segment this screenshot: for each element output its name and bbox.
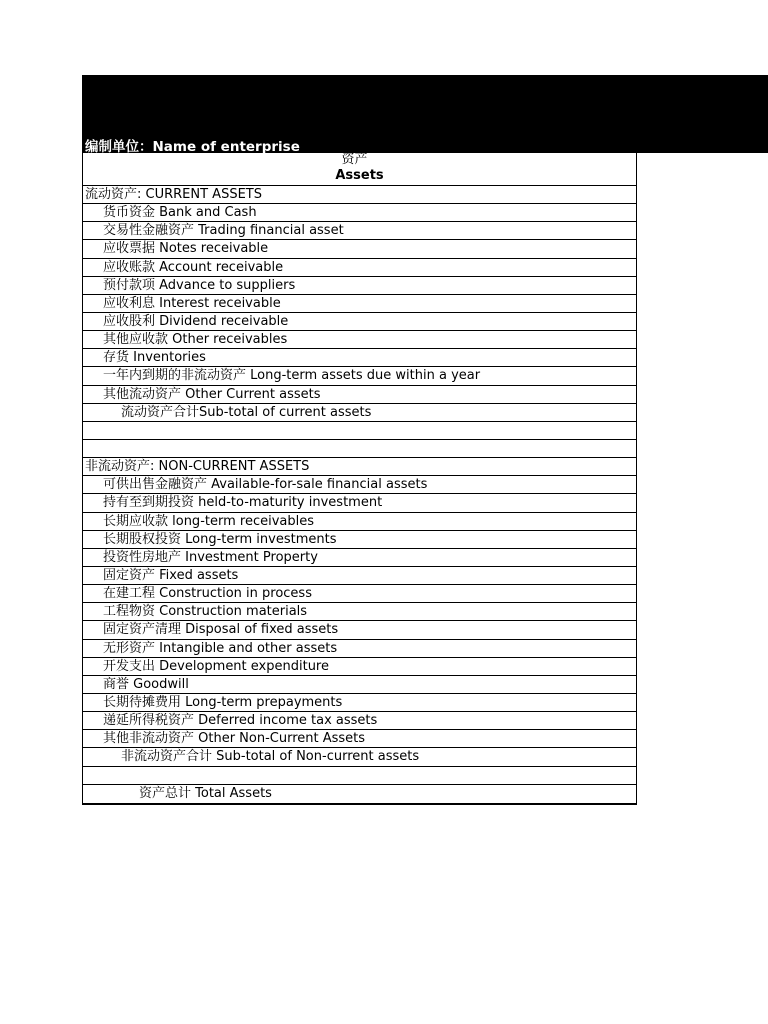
table-row: 应收股利 Dividend receivable	[83, 313, 636, 331]
subtotal-current-assets-row: 流动资产合计Sub-total of current assets	[83, 404, 636, 422]
table-row: 可供出售金融资产 Available-for-sale financial assets	[83, 476, 636, 494]
table-row: 货币资金 Bank and Cash	[83, 204, 636, 222]
table-row: 长期股权投资 Long-term investments	[83, 531, 636, 549]
table-row: 固定资产 Fixed assets	[83, 567, 636, 585]
table-title-cell	[83, 152, 636, 186]
table-row: 开发支出 Development expenditure	[83, 658, 636, 676]
table-row: 在建工程 Construction in process	[83, 585, 636, 603]
table-row: 投资性房地产 Investment Property	[83, 549, 636, 567]
table-row: 长期待摊费用 Long-term prepayments	[83, 694, 636, 712]
table-row: 其他应收款 Other receivables	[83, 331, 636, 349]
table-row: 预付款项 Advance to suppliers	[83, 277, 636, 295]
table-row: 应收账款 Account receivable	[83, 259, 636, 277]
table-row: 其他流动资产 Other Current assets	[83, 386, 636, 404]
table-title-en: Assets	[335, 168, 384, 183]
table-row: 固定资产清理 Disposal of fixed assets	[83, 621, 636, 639]
table-row: 递延所得税资产 Deferred income tax assets	[83, 712, 636, 730]
total-assets-row: 资产总计 Total Assets	[139, 785, 272, 801]
section-header-non-current-assets: 非流动资产: NON-CURRENT ASSETS	[83, 458, 636, 476]
table-row: 应收利息 Interest receivable	[83, 295, 636, 313]
table-row: 商誉 Goodwill	[83, 676, 636, 694]
table-title-cn: 资产	[341, 152, 368, 167]
empty-row	[83, 440, 636, 458]
table-row: 其他非流动资产 Other Non-Current Assets	[83, 730, 636, 748]
table-row: 交易性金融资产 Trading financial asset	[83, 222, 636, 240]
table-row: 应收票据 Notes receivable	[83, 240, 636, 258]
table-row: 无形资产 Intangible and other assets	[83, 640, 636, 658]
empty-row	[83, 767, 636, 785]
table-row: 存货 Inventories	[83, 349, 636, 367]
table-row: 长期应收款 long-term receivables	[83, 513, 636, 531]
enterprise-name-label: 编制单位：Name of enterprise	[85, 139, 300, 155]
balance-sheet-table	[82, 152, 637, 805]
empty-row	[83, 422, 636, 440]
table-row: 工程物资 Construction materials	[83, 603, 636, 621]
subtotal-non-current-assets-row: 非流动资产合计 Sub-total of Non-current assets	[83, 748, 636, 766]
table-row: 持有至到期投资 held-to-maturity investment	[83, 494, 636, 512]
table-row: 一年内到期的非流动资产 Long-term assets due within a year	[83, 367, 636, 385]
section-header-current-assets: 流动资产: CURRENT ASSETS	[83, 186, 636, 204]
